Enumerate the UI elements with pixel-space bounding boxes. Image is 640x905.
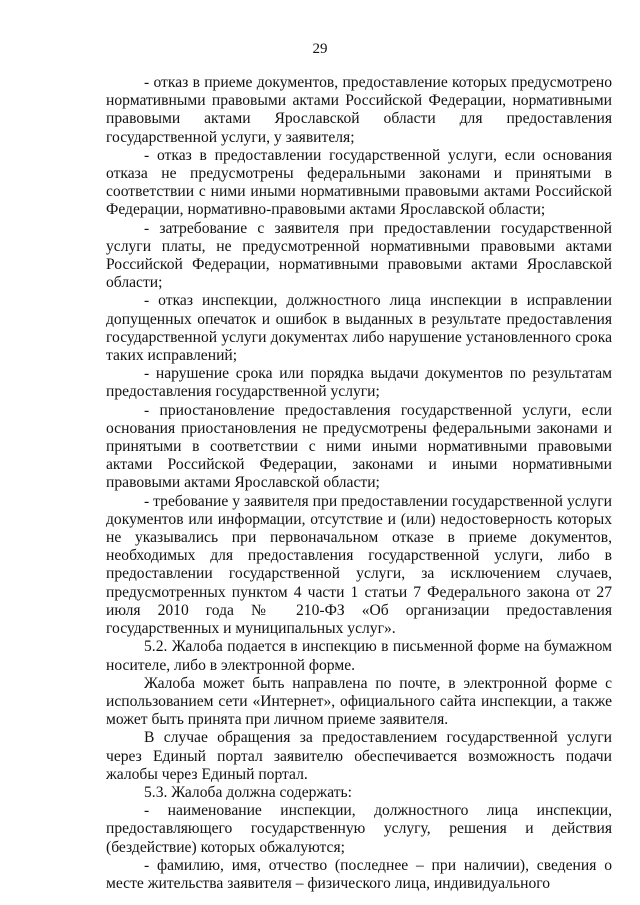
paragraph-applicant-details: - фамилию, имя, отчество (последнее – при наличии), сведения о месте жительства заявителя – физического лица, индивидуального <box>106 856 612 892</box>
paragraph-correction-refusal: - отказ инспекции, должностного лица инспекции в исправлении допущенных опечаток и ошибок в выданных в результате предоставления государственной услуги документах либо нарушение установленного срока таких исправлений; <box>106 292 612 365</box>
paragraph-refusal-service: - отказ в предоставлении государственной услуги, если основания отказа не предусмотрены федеральными законами и принятыми в соответствии с ними иными нормативными правовыми актами Российской Федерации, нормативно-правовыми актами Ярославской области; <box>106 146 612 219</box>
paragraph-refusal-documents: - отказ в приеме документов, предоставление которых предусмотрено нормативными правовыми актами Российской Федерации, нормативными правовыми актами Ярославской области для предоставления государственной услуги, у заявителя; <box>106 74 612 146</box>
paragraph-section-5-2: 5.2. Жалоба подается в инспекцию в письменной форме на бумажном носителе, либо в электронной форме. <box>106 638 612 674</box>
paragraph-deadline-violation: - нарушение срока или порядка выдачи документов по результатам предоставления государственной услуги; <box>106 365 612 401</box>
paragraph-section-5-3: 5.3. Жалоба должна содержать: <box>144 783 352 801</box>
paragraph-inspection-name: - наименование инспекции, должностного лица инспекции, предоставляющего государственную услугу, решения и действия (бездействие) которых обжалуются; <box>106 802 612 856</box>
paragraph-fee-demand: - затребование с заявителя при предоставлении государственной услуги платы, не предусмотренной нормативными правовыми актами Российской Федерации, нормативными правовыми актами Ярославской области; <box>106 219 612 292</box>
paragraph-suspension: - приостановление предоставления государственной услуги, если основания приостановления не предусмотрены федеральными законами и принятыми в соответствии с ними иными нормативными правовыми актами Российской Федерации, законами и иными нормативными правовыми актами Ярославской области; <box>106 401 612 492</box>
paragraph-submission-methods: Жалоба может быть направлена по почте, в электронной форме с использованием сети «Интернет», официального сайта инспекции, а также может быть принята при личном приеме заявителя. <box>106 674 612 729</box>
document-body <box>106 74 612 893</box>
paragraph-unified-portal: В случае обращения за предоставлением государственной услуги через Единый портал заявителю обеспечивается возможность подачи жалобы через Единый портал. <box>106 729 612 783</box>
paragraph-document-demand: - требование у заявителя при предоставлении государственной услуги документов или информации, отсутствие и (или) недостоверность которых не указывались при первоначальном отказе в приеме документов, необходимых для предоставления государственной услуги, либо в предоставлении государственной услуги, за исключением случаев, предусмотренных пунктом 4 части 1 статьи 7 Федерального закона от 27 июля 2010 года № 210-ФЗ «Об организации предоставления государственных и муниципальных услуг». <box>106 492 612 638</box>
page-number: 29 <box>312 41 328 57</box>
